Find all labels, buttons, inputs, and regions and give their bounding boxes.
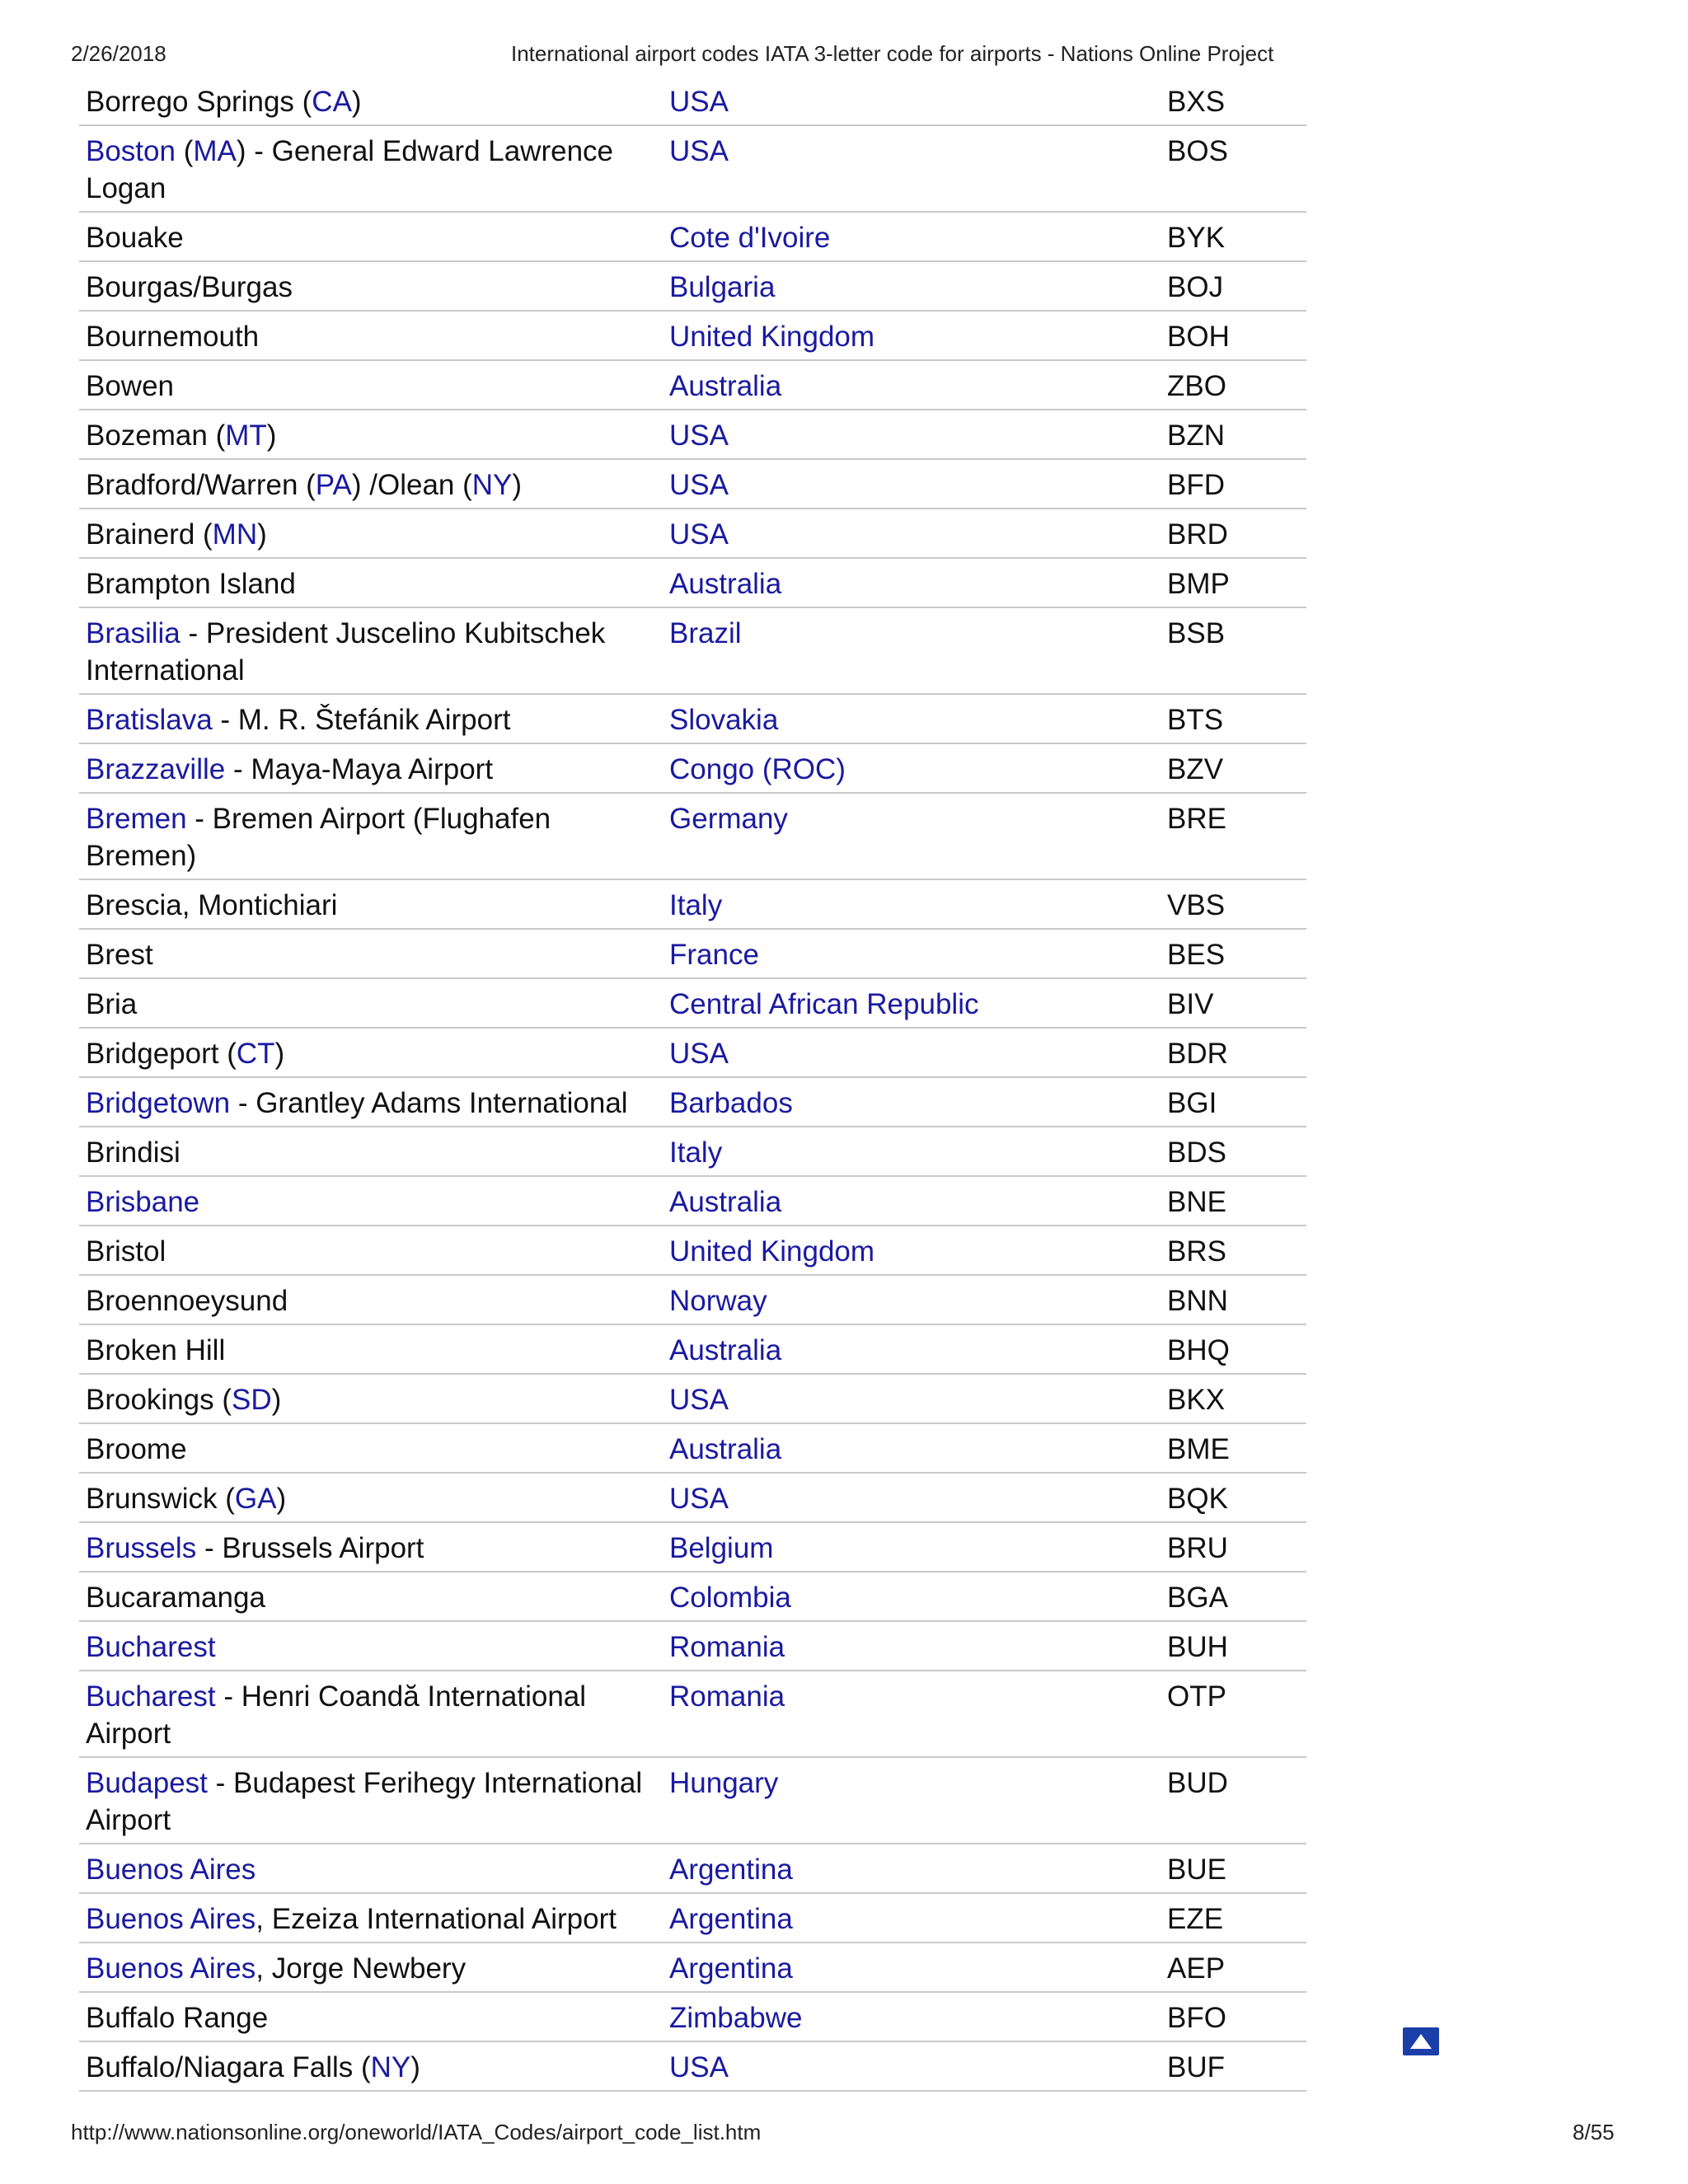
city-cell <box>79 695 663 743</box>
city-text: , Ezeiza International Airport <box>256 1903 617 1935</box>
iata-code: BSB <box>1167 617 1226 649</box>
table-row <box>79 1758 1306 1844</box>
table-row <box>79 880 1306 930</box>
country-link[interactable]: Colombia <box>669 1582 791 1614</box>
iata-code: BFD <box>1167 469 1225 501</box>
city-cell <box>79 1943 663 1991</box>
country-cell <box>663 880 1167 928</box>
city-text: - Maya-Maya Airport <box>225 753 494 785</box>
iata-code: BOH <box>1167 321 1230 353</box>
city-cell <box>79 1029 663 1076</box>
country-link[interactable]: Belgium <box>669 1532 774 1564</box>
iata-code: BZN <box>1167 419 1225 452</box>
city-link[interactable]: Buenos Aires <box>86 1952 256 1985</box>
country-link[interactable]: United Kingdom <box>669 321 875 353</box>
table-row <box>79 262 1306 312</box>
city-text: Bristol <box>86 1235 166 1268</box>
city-cell <box>79 213 663 260</box>
table-row <box>79 1226 1306 1276</box>
country-link[interactable]: USA <box>669 1384 729 1416</box>
table-row <box>79 2042 1306 2092</box>
city-cell <box>79 794 663 879</box>
iata-code: BNE <box>1167 1186 1226 1218</box>
country-link[interactable]: Romania <box>669 1680 785 1713</box>
city-cell <box>79 1325 663 1373</box>
country-link[interactable]: USA <box>669 86 729 118</box>
country-cell <box>663 608 1167 693</box>
table-row <box>79 1127 1306 1177</box>
country-cell <box>663 77 1167 124</box>
country-link[interactable]: Italy <box>669 889 723 921</box>
city-text: ) <box>410 2051 420 2083</box>
country-link[interactable]: Australia <box>669 568 782 600</box>
iata-code: BXS <box>1167 86 1226 118</box>
country-cell <box>663 1622 1167 1670</box>
iata-code: BME <box>1167 1433 1230 1465</box>
city-cell <box>79 1622 663 1670</box>
city-cell <box>79 930 663 977</box>
city-link[interactable]: Bratislava <box>86 704 213 736</box>
city-cell <box>79 1276 663 1324</box>
airport-code-table <box>79 77 1306 2092</box>
city-text: Bowen <box>86 370 175 402</box>
country-link[interactable]: USA <box>669 1483 729 1515</box>
iata-code: OTP <box>1167 1680 1226 1713</box>
city-link[interactable]: Bucharest <box>86 1680 216 1713</box>
scroll-to-top-button[interactable] <box>1403 2027 1439 2055</box>
country-cell <box>663 2042 1167 2090</box>
iata-code: BUD <box>1167 1767 1228 1799</box>
city-text: , Jorge Newbery <box>256 1952 467 1985</box>
city-text: ) <box>257 518 267 551</box>
iata-code: BRE <box>1167 803 1226 835</box>
city-cell <box>79 77 663 124</box>
country-link[interactable]: Bulgaria <box>669 271 776 303</box>
city-link[interactable]: Bridgetown <box>86 1087 231 1119</box>
country-link[interactable]: Slovakia <box>669 704 779 736</box>
city-cell <box>79 1758 663 1843</box>
country-cell <box>663 1424 1167 1472</box>
city-link[interactable]: Boston <box>86 135 176 167</box>
table-row <box>79 1943 1306 1993</box>
city-cell <box>79 1523 663 1571</box>
iata-code: BDS <box>1167 1137 1226 1169</box>
country-link[interactable]: USA <box>669 518 729 551</box>
country-link[interactable]: Romania <box>669 1631 785 1663</box>
country-cell <box>663 1127 1167 1175</box>
city-text: Bridgeport ( <box>86 1038 237 1070</box>
iata-code: BGI <box>1167 1087 1217 1119</box>
iata-code: BZV <box>1167 753 1224 785</box>
city-cell <box>79 2042 663 2090</box>
city-text: Brindisi <box>86 1137 181 1169</box>
city-cell <box>79 126 663 211</box>
city-text: Brainerd ( <box>86 518 213 551</box>
country-cell <box>663 1758 1167 1843</box>
city-text: Brescia, Montichiari <box>86 889 338 921</box>
city-text: Bournemouth <box>86 321 260 353</box>
city-link[interactable]: Brussels <box>86 1532 197 1564</box>
city-text: Borrego Springs ( <box>86 86 312 118</box>
table-row <box>79 1078 1306 1127</box>
country-link[interactable]: Hungary <box>669 1767 779 1799</box>
iata-code: BRD <box>1167 518 1228 551</box>
table-row <box>79 744 1306 794</box>
country-cell <box>663 1671 1167 1756</box>
city-link[interactable]: Bucharest <box>86 1631 216 1663</box>
iata-code: BYK <box>1167 222 1226 254</box>
country-link[interactable]: Argentina <box>669 1854 793 1886</box>
country-cell <box>663 1943 1167 1991</box>
city-text: Bradford/Warren ( <box>86 469 316 501</box>
table-row <box>79 1375 1306 1424</box>
city-text: Brookings ( <box>86 1384 232 1416</box>
country-link[interactable]: United Kingdom <box>669 1235 875 1268</box>
country-cell <box>663 695 1167 743</box>
city-link[interactable]: Brisbane <box>86 1186 200 1218</box>
city-text: Broennoeysund <box>86 1285 288 1317</box>
table-row <box>79 794 1306 880</box>
country-link[interactable]: Barbados <box>669 1087 793 1119</box>
iata-code: AEP <box>1167 1952 1226 1985</box>
country-cell <box>663 1029 1167 1076</box>
city-link[interactable]: MA <box>193 135 237 167</box>
city-cell <box>79 1127 663 1175</box>
country-cell <box>663 1474 1167 1521</box>
table-row <box>79 1325 1306 1375</box>
iata-code: EZE <box>1167 1903 1224 1935</box>
table-row <box>79 695 1306 744</box>
country-link[interactable]: Congo (ROC) <box>669 753 846 785</box>
city-link[interactable]: MT <box>225 419 267 452</box>
city-text: Broome <box>86 1433 187 1465</box>
city-text: ) <box>274 1038 285 1070</box>
country-cell <box>663 1844 1167 1892</box>
city-cell <box>79 1078 663 1126</box>
table-row <box>79 1993 1306 2042</box>
city-text: - M. R. Štefánik Airport <box>212 704 511 736</box>
country-cell <box>663 126 1167 211</box>
city-text: Brunswick ( <box>86 1483 235 1515</box>
city-cell <box>79 559 663 607</box>
table-row <box>79 1474 1306 1523</box>
city-cell <box>79 1375 663 1422</box>
city-link[interactable]: Brazzaville <box>86 753 226 785</box>
city-link[interactable]: GA <box>234 1483 277 1515</box>
table-row <box>79 559 1306 608</box>
city-cell <box>79 608 663 693</box>
iata-code: BDR <box>1167 1038 1228 1070</box>
city-text: Bucaramanga <box>86 1582 265 1614</box>
table-row <box>79 979 1306 1029</box>
country-cell <box>663 930 1167 977</box>
country-cell <box>663 213 1167 260</box>
city-cell <box>79 509 663 557</box>
city-text: - Henri Coandă International Airport <box>86 1680 587 1750</box>
country-link[interactable]: Germany <box>669 803 788 835</box>
country-link[interactable]: USA <box>669 2051 729 2083</box>
country-link[interactable]: France <box>669 939 759 971</box>
iata-code: BES <box>1167 939 1226 971</box>
country-link[interactable]: USA <box>669 419 729 452</box>
iata-code: ZBO <box>1167 370 1226 402</box>
country-link[interactable]: Cote d'Ivoire <box>669 222 831 254</box>
city-cell <box>79 1177 663 1225</box>
city-text: Bouake <box>86 222 184 254</box>
country-link[interactable]: Norway <box>669 1285 767 1317</box>
table-row <box>79 126 1306 213</box>
city-cell <box>79 1474 663 1521</box>
country-cell <box>663 1226 1167 1274</box>
country-link[interactable]: Australia <box>669 1334 782 1366</box>
table-row <box>79 361 1306 410</box>
country-link[interactable]: Australia <box>669 1186 782 1218</box>
city-text: Brampton Island <box>86 568 296 600</box>
country-link[interactable]: USA <box>669 1038 729 1070</box>
city-text: Bria <box>86 988 138 1020</box>
city-text: - President Juscelino Kubitschek International <box>86 617 606 687</box>
city-cell <box>79 460 663 508</box>
city-text: Buffalo Range <box>86 2002 269 2034</box>
iata-code: BMP <box>1167 568 1230 600</box>
city-text: ) <box>271 1384 282 1416</box>
city-text: ) /Olean ( <box>351 469 472 501</box>
country-cell <box>663 410 1167 458</box>
city-link[interactable]: NY <box>370 2051 411 2083</box>
country-cell <box>663 1177 1167 1225</box>
country-cell <box>663 312 1167 359</box>
table-row <box>79 1572 1306 1622</box>
table-row <box>79 77 1306 126</box>
iata-code: BTS <box>1167 704 1224 736</box>
city-cell <box>79 312 663 359</box>
country-cell <box>663 1276 1167 1324</box>
country-cell <box>663 794 1167 879</box>
city-cell <box>79 1572 663 1620</box>
table-row <box>79 410 1306 460</box>
city-cell <box>79 979 663 1027</box>
table-row <box>79 1523 1306 1572</box>
country-cell <box>663 559 1167 607</box>
table-row <box>79 1671 1306 1758</box>
iata-code: BOJ <box>1167 271 1224 303</box>
city-text: ) <box>276 1483 287 1515</box>
iata-code: BUE <box>1167 1854 1226 1886</box>
city-text: - Budapest Ferihegy International Airport <box>86 1767 643 1836</box>
city-text: Brest <box>86 939 153 971</box>
city-text: ) <box>266 419 277 452</box>
country-cell <box>663 1375 1167 1422</box>
table-row <box>79 460 1306 509</box>
iata-code: BOS <box>1167 135 1228 167</box>
country-cell <box>663 361 1167 409</box>
country-link[interactable]: Italy <box>669 1137 723 1169</box>
city-text: ) <box>512 469 523 501</box>
page-url: http://www.nationsonline.org/oneworld/IATA_Codes/airport_code_list.htm <box>71 2120 762 2144</box>
table-row <box>79 1894 1306 1943</box>
iata-code: BKX <box>1167 1384 1226 1416</box>
iata-code: VBS <box>1167 889 1226 921</box>
city-text: Bourgas/Burgas <box>86 271 293 303</box>
city-text: ) <box>351 86 362 118</box>
country-link[interactable]: Australia <box>669 1433 782 1465</box>
arrow-up-icon <box>1409 2032 1433 2050</box>
city-cell <box>79 1424 663 1472</box>
country-cell <box>663 509 1167 557</box>
city-text: - Brussels Airport <box>196 1532 424 1564</box>
iata-code: BGA <box>1167 1582 1228 1614</box>
country-cell <box>663 460 1167 508</box>
city-cell <box>79 262 663 310</box>
table-row <box>79 1424 1306 1474</box>
iata-code: BUF <box>1167 2051 1225 2083</box>
city-link[interactable]: Bremen <box>86 803 187 835</box>
table-row <box>79 1276 1306 1325</box>
city-cell <box>79 1844 663 1892</box>
country-cell <box>663 262 1167 310</box>
city-text: Broken Hill <box>86 1334 226 1366</box>
table-row <box>79 608 1306 695</box>
city-cell <box>79 880 663 928</box>
iata-code: BUH <box>1167 1631 1228 1663</box>
country-link[interactable]: Australia <box>669 370 782 402</box>
city-link[interactable]: CT <box>236 1038 275 1070</box>
iata-code: BFO <box>1167 2002 1226 2034</box>
table-row <box>79 1622 1306 1671</box>
table-row <box>79 1029 1306 1078</box>
table-row <box>79 312 1306 361</box>
country-cell <box>663 1325 1167 1373</box>
iata-code: BRS <box>1167 1235 1226 1268</box>
city-link[interactable]: CA <box>312 86 352 118</box>
city-link[interactable]: Budapest <box>86 1767 208 1799</box>
page-number: 8/55 <box>1573 2120 1615 2144</box>
city-link[interactable]: Buenos Aires <box>86 1903 256 1935</box>
country-link[interactable]: Zimbabwe <box>669 2002 803 2034</box>
print-date: 2/26/2018 <box>71 41 166 66</box>
city-link[interactable]: NY <box>471 469 513 501</box>
city-link[interactable]: SD <box>232 1384 272 1416</box>
city-cell <box>79 410 663 458</box>
city-text: ) - General Edward Lawrence Logan <box>86 135 614 204</box>
table-row <box>79 1177 1306 1226</box>
country-link[interactable]: USA <box>669 135 729 167</box>
iata-code: BHQ <box>1167 1334 1230 1366</box>
country-link[interactable]: Argentina <box>669 1903 793 1935</box>
city-cell <box>79 1894 663 1942</box>
city-cell <box>79 1993 663 2041</box>
country-cell <box>663 1572 1167 1620</box>
city-cell <box>79 1226 663 1274</box>
country-cell <box>663 1993 1167 2041</box>
city-text: ( <box>175 135 194 167</box>
iata-code: BIV <box>1167 988 1214 1020</box>
city-text: Bozeman ( <box>86 419 226 452</box>
city-link[interactable]: PA <box>315 469 352 501</box>
city-cell <box>79 361 663 409</box>
country-link[interactable]: Argentina <box>669 1952 793 1985</box>
country-cell <box>663 979 1167 1027</box>
city-link[interactable]: Buenos Aires <box>86 1854 256 1886</box>
city-link[interactable]: Brasilia <box>86 617 181 649</box>
city-text: - Bremen Airport (Flughafen Bremen) <box>86 803 551 872</box>
city-cell <box>79 1671 663 1756</box>
iata-code: BNN <box>1167 1285 1228 1317</box>
country-cell <box>663 744 1167 792</box>
country-link[interactable]: Brazil <box>669 617 742 649</box>
iata-code: BQK <box>1167 1483 1228 1515</box>
table-row <box>79 509 1306 559</box>
page-title: International airport codes IATA 3-letter code for airports - Nations Online Project <box>511 41 1274 66</box>
country-cell <box>663 1078 1167 1126</box>
table-row <box>79 213 1306 262</box>
city-text: - Grantley Adams International <box>230 1087 628 1119</box>
city-link[interactable]: MN <box>212 518 258 551</box>
country-link[interactable]: Central African Republic <box>669 988 979 1020</box>
country-link[interactable]: USA <box>669 469 729 501</box>
city-text: Buffalo/Niagara Falls ( <box>86 2051 371 2083</box>
country-cell <box>663 1894 1167 1942</box>
iata-code: BRU <box>1167 1532 1228 1564</box>
city-cell <box>79 744 663 792</box>
table-row <box>79 930 1306 979</box>
country-cell <box>663 1523 1167 1571</box>
table-row <box>79 1844 1306 1894</box>
